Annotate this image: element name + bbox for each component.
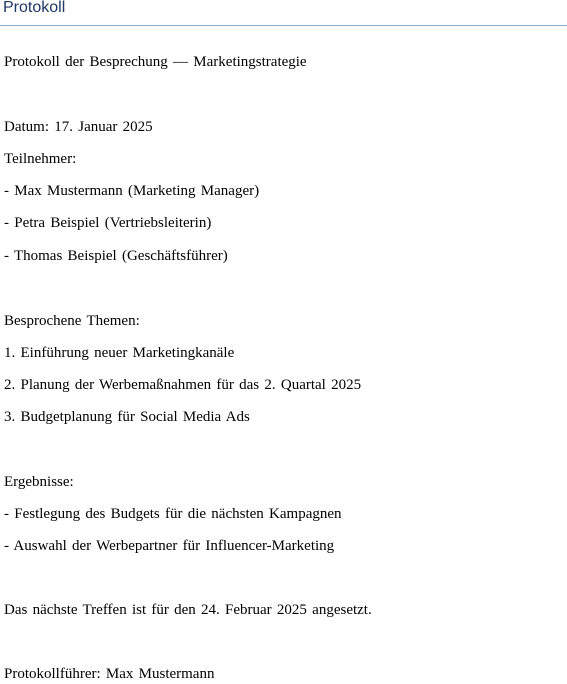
meeting-heading: Protokoll der Besprechung — Marketingstrategie [4, 54, 307, 70]
result-item: - Festlegung des Budgets für die nächsten Kampagnen [4, 506, 342, 522]
topic-item: 1. Einführung neuer Marketingkanäle [4, 345, 235, 361]
participant-item: - Thomas Beispiel (Geschäftsführer) [4, 248, 228, 264]
participant-item: - Petra Beispiel (Vertriebsleiterin) [4, 215, 212, 231]
meeting-date: Datum: 17. Januar 2025 [4, 119, 153, 135]
results-label: Ergebnisse: [4, 474, 74, 490]
result-item: - Auswahl der Werbepartner für Influencer-Marketing [4, 538, 335, 554]
topic-item: 3. Budgetplanung für Social Media Ads [4, 409, 250, 425]
minute-taker: Protokollführer: Max Mustermann [4, 666, 215, 682]
topics-label: Besprochene Themen: [4, 313, 140, 329]
participants-label: Teilnehmer: [4, 151, 77, 167]
topic-item: 2. Planung der Werbemaßnahmen für das 2. Quartal 2025 [4, 377, 362, 393]
document-title: Protokoll [3, 0, 66, 16]
next-meeting-note: Das nächste Treffen ist für den 24. Februar 2025 angesetzt. [4, 602, 372, 618]
participant-item: - Max Mustermann (Marketing Manager) [4, 183, 260, 199]
title-underline [0, 25, 567, 26]
